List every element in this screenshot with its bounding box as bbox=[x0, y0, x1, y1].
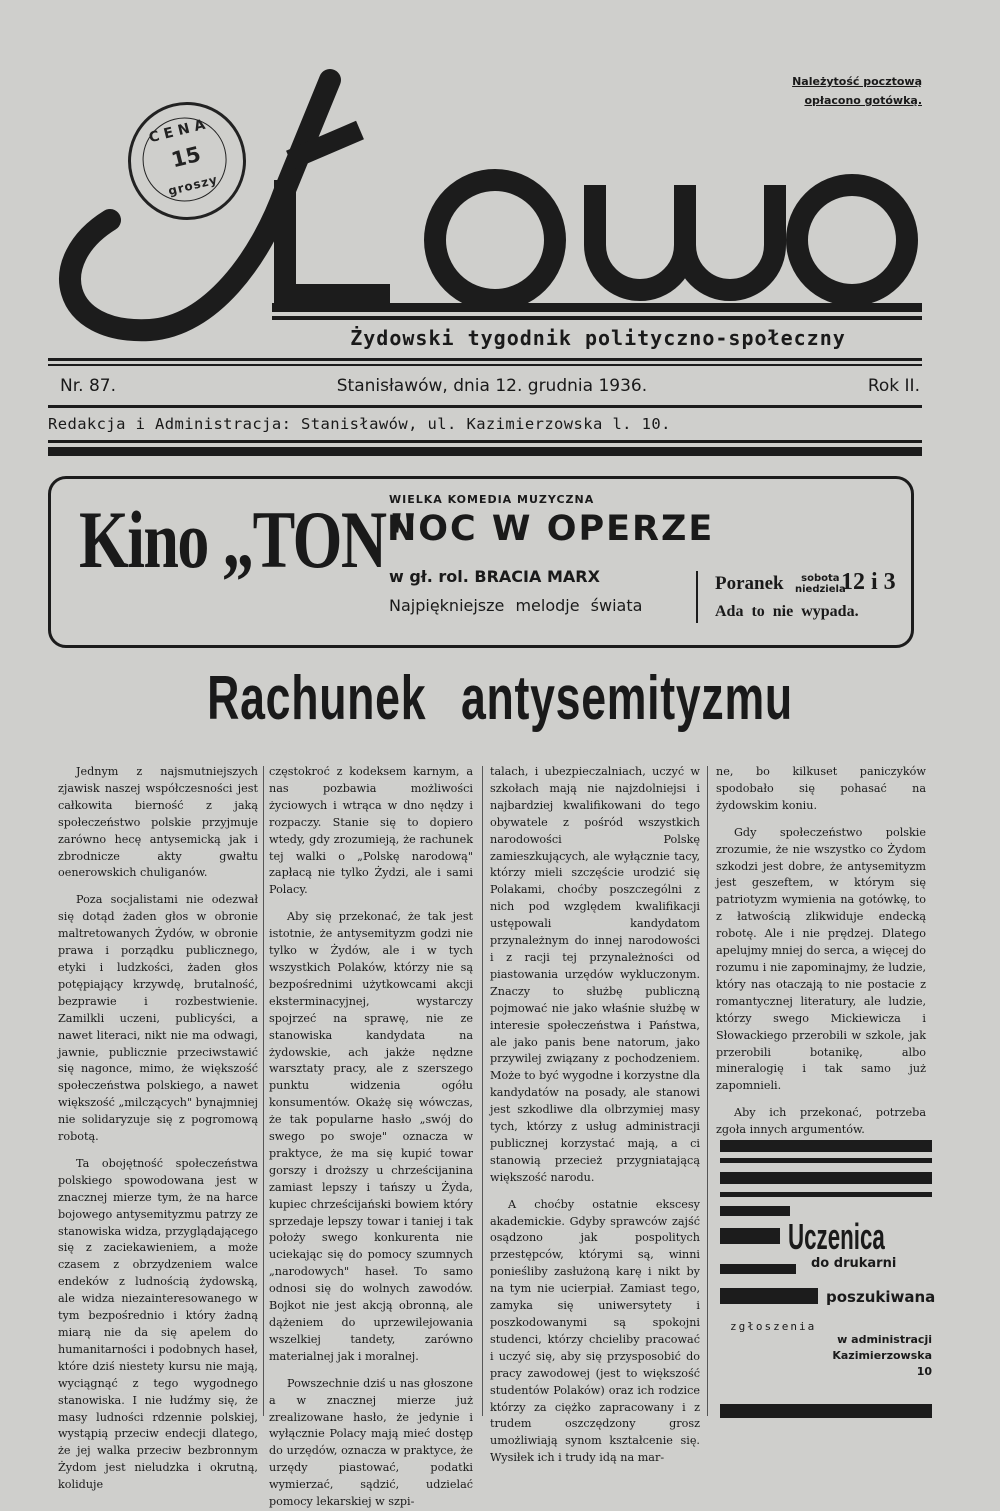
postage-line: opłacono gotówką. bbox=[804, 94, 922, 107]
article-column-1 bbox=[58, 764, 258, 1492]
price-stamp-word: CENA bbox=[147, 115, 212, 147]
postage-line: Należytość pocztową bbox=[792, 75, 922, 88]
film-cast: w gł. rol. BRACIA MARX bbox=[389, 567, 600, 586]
masthead-bar bbox=[272, 303, 922, 312]
divider bbox=[48, 364, 922, 366]
article-paragraph: A choćby ostatnie ekscesy akademickie. Gdyby sprawców zajść osądzono jak pospolitych przestępców, którymi są, winni ponieśliby zasłużoną karę i nikt by na tym nie ucierpiał. Zamiast tego, zamyka się uniwersytety i poszkodowanymi są spokojni studenci, którzy chcieliby pracować i uczyć się, aby się przysposobić do pracy zawodowej (jest to większość studentów Polaków) oraz ich rodzice którzy za ciężko zapracowany i z trudem oszczędzony grosz umożliwiają synom kształcenie się. Wysiłek ich i trudy idą na mar- bbox=[490, 1197, 700, 1465]
editorial-address: Redakcja i Administracja: Stanisławów, ul. Kazimierzowska l. 10. bbox=[48, 415, 671, 433]
price-stamp-amount: 15 bbox=[168, 141, 204, 173]
article-paragraph: Powszechnie dziś u nas głoszone a w znacznej mierze już zrealizowane hasło, że jedynie i wyłącznie Polacy mają mieć dostęp do urzędów, oznacza w praktyce, że urzędy piastować, podatki wymierzać, sądzić, udzielać pomocy lekarskiej w szpi- bbox=[269, 1376, 473, 1509]
article-paragraph: talach, i ubezpieczalniach, uczyć w szkołach mają nie najzdolniejsi i najbardziej kwalifikowani do tego obywatele z pośród wszystkich narodowości Polskę zamieszkujących, ale wyłącznie tacy, którzy mieli szczęście urodzić się Polakami, choćby poszczególni z nich pod względem kwalifikacji ustępowali kandydatom przynależnym do innej narodowości i z racji tej przynależności od piastowania urzędów wykluczonym. Znaczy to służbę publiczną pojmować nie jako właśnie służbę w interesie społeczeństwa i Państwa, ale jako panis bene natorum, jako przywilej związany z pochodzeniem. Może to być wygodne i korzystne dla kandydatów na posady, ale stanowi jest szkodliwe dla olbrzymiej masy tych, którzy z usług administracji publicznej korzystać mają, a ci stanowią przecież przygniatającą większość narodu. bbox=[490, 765, 700, 1184]
masthead-bar bbox=[272, 316, 922, 320]
article-column-3 bbox=[490, 764, 700, 1465]
column-rule bbox=[707, 766, 708, 1416]
address-line: Kazimierzowska 10 bbox=[832, 1349, 932, 1378]
article-paragraph: ne, bo kilkuset paniczyków spodobało się pohasać na żydowskim koniu. bbox=[716, 765, 926, 812]
film-title: NOC W OPERZE bbox=[387, 509, 715, 549]
column-rule bbox=[482, 766, 483, 1416]
dateline bbox=[60, 376, 920, 396]
issue-number: Nr. 87. bbox=[60, 376, 116, 396]
article-paragraph: Gdy społeczeństwo polskie zrozumie, że nie wszystko co Żydom szkodzi jest dobre, że antysemityzm jest geszeftem, w którym się patriotyzm wymienia na gotówkę, to z łatwością zlikwiduje endecką robotę. Ale i nie prędzej. Dlatego apelujmy mniej do serca, a więcej do rozumu i nie zapominajmy, że ludzie, który nas otaczają to nie postacie z romantycznej literatury, ale ludzie, którzy swego Mickiewicza i Słowackiego przerobili w szkole, jak przerobili botanikę, albo mineralogię i tak samo już zapomnieli. bbox=[716, 825, 926, 1093]
ad-tagline: Najpiękniejsze melodje świata bbox=[389, 596, 643, 615]
help-wanted-line: poszukiwana bbox=[826, 1288, 936, 1306]
matinee-day: sobota bbox=[801, 573, 840, 584]
help-wanted-line: do drukarni bbox=[811, 1256, 897, 1271]
divider bbox=[48, 447, 922, 456]
masthead-subtitle: Żydowski tygodnik polityczno-społeczny bbox=[350, 326, 846, 350]
article-paragraph: Aby się przekonać, że tak jest istotnie, że antysemityzm godzi nie tylko w Żydów, ale i w tych wszystkich Polaków, którzy nie są bezpośrednimi użytkowcami akcji eksterminacyjnej, wystarczy spojrzeć na sprawę, nie ze stanowiska kandydata na żydowskie, ach jakże nędzne warsztaty pracy, ale z szerszego punktu widzenia ogółu konsumentów. Okażę się wówczas, że tak popularne hasło „swój do swego po swoje" oznacza w praktyce, że ma się kupić towar gorszy i droższy u chrześcijanina zamiast lepszy i tańszy u Żyda, kupiec chrześcijański bowiem który sprzedaje lepszy towar i taniej i tak położy swego konkurenta nie uciekając się do pomocy szumnych „narodowych" haseł. To samo odnosi się do wolnych zawodów. Bojkot nie jest akcją obronną, ale dążeniem do uprzewilejowania wszelkiej tandety, zarówno materialnej jak i moralnej. bbox=[269, 910, 473, 1363]
cinema-name: Kino „TON" bbox=[79, 494, 420, 585]
article-column-2 bbox=[269, 764, 473, 1509]
place-date: Stanisławów, dnia 12. grudnia 1936. bbox=[336, 376, 648, 396]
divider bbox=[48, 405, 922, 408]
postage-note bbox=[792, 72, 922, 110]
divider bbox=[48, 440, 922, 443]
help-wanted-ad bbox=[716, 1140, 936, 1430]
column-rule bbox=[263, 766, 264, 1416]
matinee-hours: 12 i 3 bbox=[841, 569, 896, 595]
help-wanted-headline: Uczenica bbox=[788, 1216, 885, 1257]
article-paragraph: Jednym z najsmutniejszych zjawisk naszej współczesności jest całkowita bierność z jaką społeczeństwo polskie przyjmuje zarówno hecę antysemicką jak i zbrodnicze akty gwałtu oenerowskich chuliganów. bbox=[58, 765, 258, 880]
matinee-day: niedziela bbox=[795, 584, 846, 595]
cinema-advertisement bbox=[48, 476, 914, 648]
address-line: w administracji bbox=[837, 1333, 932, 1346]
article-headline: Rachunek antysemityzmu bbox=[207, 664, 793, 733]
article-column-4 bbox=[716, 764, 926, 1137]
ad-divider bbox=[696, 571, 698, 623]
matinee-label: Poranek bbox=[715, 573, 784, 594]
volume-year: Rok II. bbox=[867, 376, 920, 396]
matinee-days bbox=[795, 573, 846, 595]
article-paragraph: Aby ich przekonać, potrzeba zgoła innych argumentów. bbox=[716, 1106, 926, 1137]
help-wanted-line: zgłoszenia bbox=[730, 1320, 817, 1333]
article-paragraph: Ta obojętność społeczeństwa polskiego spowodowana jest w znacznej mierze tym, że na harce bojowego antysemityzmu patrzy ze stanowiska widza, przyglądającego się z zaciekawieniem, a może czasem z obrzydzeniem walce endeków z ludnością żydowską, ale widza niezainteresowanego w tym bezpośrednio i który żadną miarą nie da się apelem do humanitarności i podobnych haseł, które dziś niestety kursu nie mają, wyciągnąć z tego wygodnego stanowiska. I nie łudźmy się, że masy ludności rdzennie polskiej, wystąpią przeciw endecji dlatego, że jej walka przeciw bezbronnym Żydom jest nieludzka i okrutną, koliduje bbox=[58, 1156, 258, 1492]
divider bbox=[48, 358, 922, 361]
price-stamp-unit: groszy bbox=[166, 172, 220, 199]
ad-closing-line: Ada to nie wypada. bbox=[715, 603, 859, 620]
ad-kicker: WIELKA KOMEDIA MUZYCZNA bbox=[389, 493, 595, 506]
article-paragraph: Poza socjalistami nie odezwał się dotąd żaden głos w obronie maltretowanych Żydów, w obronie prawa i porządku publicznego, etyki i ludzkości, żaden głos potępiający krzywdę, brutalność, bezprawie i rozbestwienie. Zamilkli uczeni, publicyści, a nawet literaci, nikt nie ma odwagi, jawnie, publicznie przeciwstawić się nagonce, mimo, że większość społeczeństwa polskiego, a nawet większość „milczących" bynajmniej nie solidaryzuje się z pogromową robotą. bbox=[58, 893, 258, 1144]
article-paragraph: częstokroć z kodeksem karnym, a nas pozbawia możliwości życiowych i wtrąca w dno nędzy i rozpaczy. Stanie się to dopiero wtedy, gdy zrozumieją, że rachunek tej walki o „Polskę narodową" zapłacą nie tylko Żydzi, ale i sami Polacy. bbox=[269, 765, 473, 897]
help-wanted-address bbox=[826, 1332, 932, 1380]
